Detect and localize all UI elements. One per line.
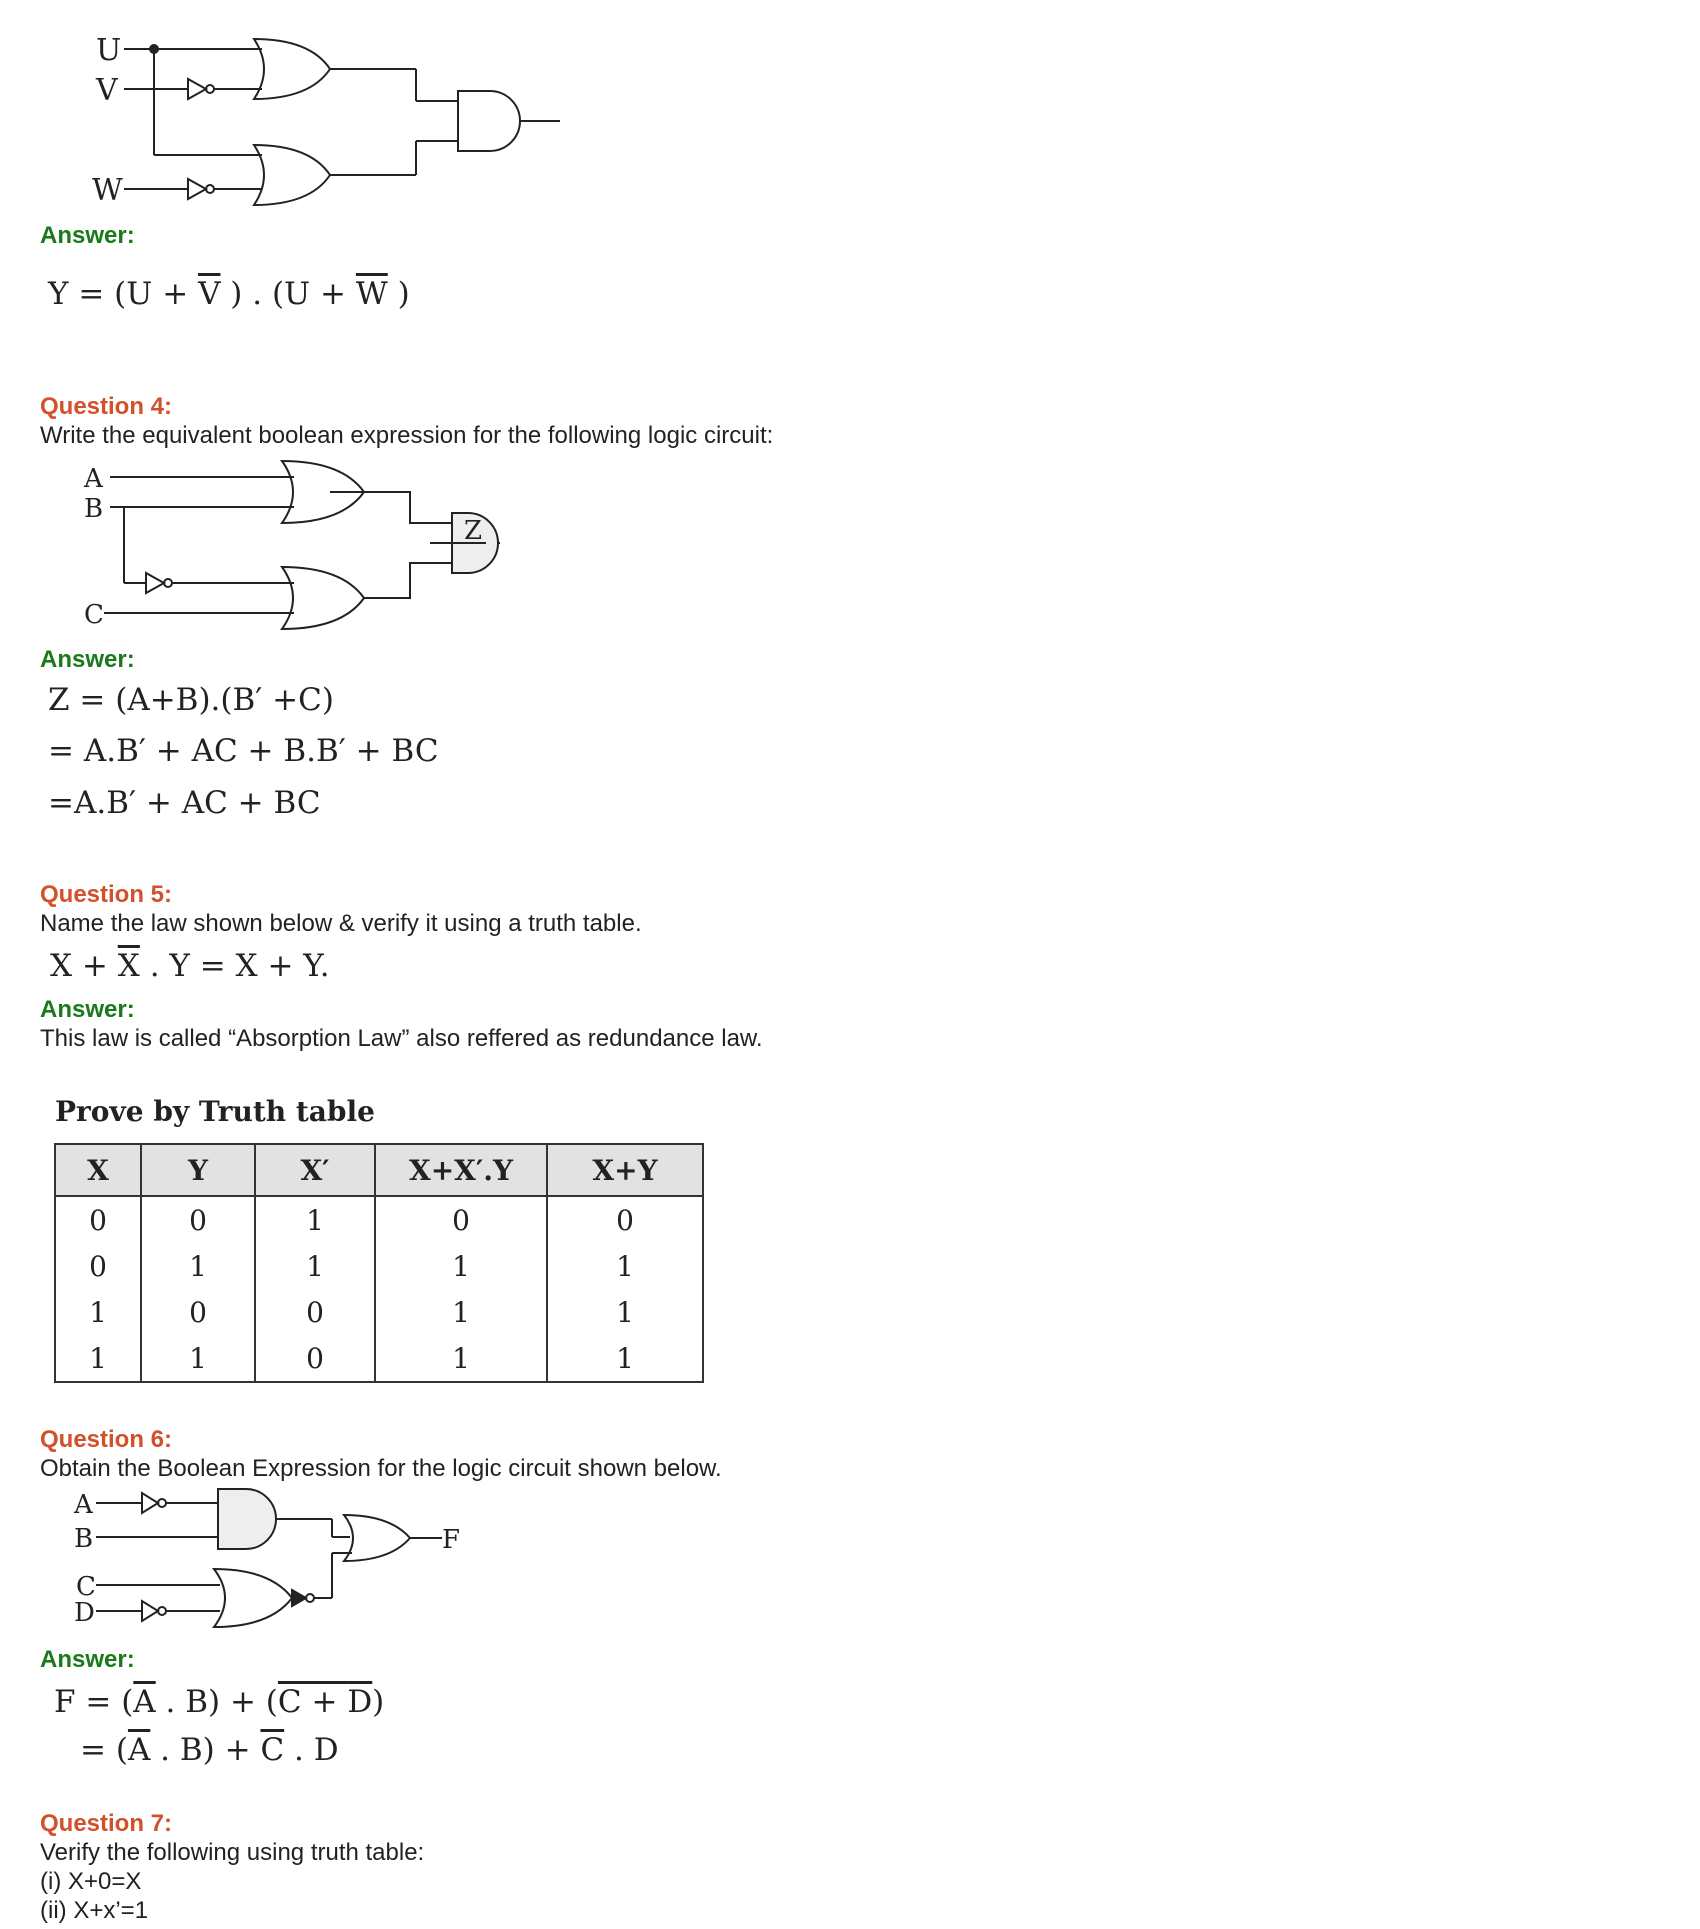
q3-answer-expression [48, 276, 410, 312]
q6-input-b: B [74, 1524, 94, 1554]
q4-title: Question 4: [40, 393, 173, 420]
q3-expr-mid: ) . (U + [220, 276, 356, 312]
q5-law-part-b: . Y = X + Y. [139, 948, 330, 984]
table-cell: 1 [55, 1335, 141, 1382]
q7-item-2: (ii) X+x’=1 [40, 1897, 149, 1924]
q6-title: Question 6: [40, 1426, 173, 1453]
q6-l2-b: . B) + [150, 1732, 261, 1768]
q5-answer-text: This law is called “Absorption Law” also reffered as redundance law. [40, 1025, 763, 1052]
q3-logic-circuit [80, 25, 580, 210]
q6-l2-a: = ( [80, 1732, 128, 1768]
table-cell: 1 [375, 1243, 547, 1289]
q5-answer-label: Answer: [40, 996, 135, 1023]
q4-output [430, 515, 500, 565]
q6-answer-line-1 [54, 1684, 384, 1720]
q6-input-a: A [74, 1490, 93, 1520]
q4-input-c: C [84, 600, 104, 630]
q4-prompt: Write the equivalent boolean expression for the following logic circuit: [40, 422, 774, 449]
table-cell: 1 [547, 1243, 703, 1289]
table-cell: 0 [547, 1196, 703, 1243]
q4-answer-line-2: = A.B′ + AC + B.B′ + BC [48, 733, 439, 769]
table-cell: 1 [375, 1335, 547, 1382]
q5-law-expression [50, 948, 330, 984]
table-cell: 1 [547, 1289, 703, 1335]
table-cell: 1 [141, 1243, 255, 1289]
q6-l2-cbar: $\overline{C}$ [260, 1732, 285, 1768]
table-cell: 0 [55, 1243, 141, 1289]
table-cell: 1 [141, 1335, 255, 1382]
table-row [55, 1289, 703, 1335]
q5-title: Question 5: [40, 881, 173, 908]
table-cell: 0 [375, 1196, 547, 1243]
q7-prompt: Verify the following using truth table: [40, 1839, 425, 1866]
q6-prompt: Obtain the Boolean Expression for the logic circuit shown below. [40, 1455, 722, 1482]
q4-output-z: Z [464, 516, 483, 546]
table-cell: 1 [255, 1196, 375, 1243]
q4-answer-label: Answer: [40, 646, 135, 673]
table-cell: 1 [375, 1289, 547, 1335]
q4-input-b: B [84, 494, 104, 524]
header-x-plus-xprime-y: X+X′.Y [375, 1144, 547, 1196]
table-cell: 0 [255, 1289, 375, 1335]
q3-expr-rhs: ) [387, 276, 410, 312]
q4-answer-line-1: Z = (A+B).(B′ +C) [48, 682, 334, 718]
q6-l1-b: . B) + ( [155, 1684, 278, 1720]
table-row [55, 1196, 703, 1243]
q3-input-v: V [96, 73, 118, 108]
q4-input-a: A [84, 464, 103, 494]
q6-input-d: D [74, 1598, 95, 1628]
q6-input-c: C [76, 1572, 96, 1602]
table-cell: 0 [141, 1289, 255, 1335]
truth-table-title: Prove by Truth table [55, 1095, 375, 1128]
header-x: X [55, 1144, 141, 1196]
q3-answer-label: Answer: [40, 222, 135, 249]
q6-l1-a: F = ( [54, 1684, 134, 1720]
q6-l1-abar: $\overline{A}$ [133, 1684, 156, 1720]
table-cell: 0 [255, 1335, 375, 1382]
table-row [55, 1335, 703, 1382]
q7-title: Question 7: [40, 1810, 173, 1837]
q5-law-xbar: $\overline{X}$ [117, 948, 140, 984]
q3-expr-vbar: $\overline{V}$ [198, 276, 221, 312]
header-x-plus-y: X+Y [547, 1144, 703, 1196]
q6-l1-cd-overbar [278, 1684, 372, 1720]
q6-output-f: F [442, 1525, 461, 1555]
q5-law-part-a: X + [50, 948, 118, 984]
q6-l1-cd: C + [277, 1684, 348, 1720]
q3-input-w: W [92, 173, 123, 208]
table-row [55, 1243, 703, 1289]
q6-answer-label: Answer: [40, 1646, 135, 1673]
q7-item-1: (i) X+0=X [40, 1868, 142, 1895]
table-cell: 1 [547, 1335, 703, 1382]
q6-answer-line-2 [80, 1732, 339, 1768]
q4-answer-line-3: =A.B′ + AC + BC [48, 785, 321, 821]
table-cell: 0 [55, 1196, 141, 1243]
table-cell: 1 [55, 1289, 141, 1335]
truth-table [54, 1143, 704, 1383]
q6-l1-dbar: D [347, 1684, 373, 1720]
header-y: Y [141, 1144, 255, 1196]
q3-input-u: U [96, 33, 122, 68]
q3-expr-wbar: $\overline{W}$ [355, 276, 388, 312]
table-cell: 0 [141, 1196, 255, 1243]
q6-logic-circuit [70, 1485, 500, 1630]
truth-table-header-row [55, 1144, 703, 1196]
table-cell: 1 [255, 1243, 375, 1289]
header-x-prime: X′ [255, 1144, 375, 1196]
q6-l1-c: ) [372, 1684, 385, 1720]
q6-l2-c: . D [284, 1732, 339, 1768]
q6-l2-abar: $\overline{A}$ [127, 1732, 151, 1768]
q3-expr-lhs: Y = (U + [48, 276, 199, 312]
q5-prompt: Name the law shown below & verify it using a truth table. [40, 910, 642, 937]
